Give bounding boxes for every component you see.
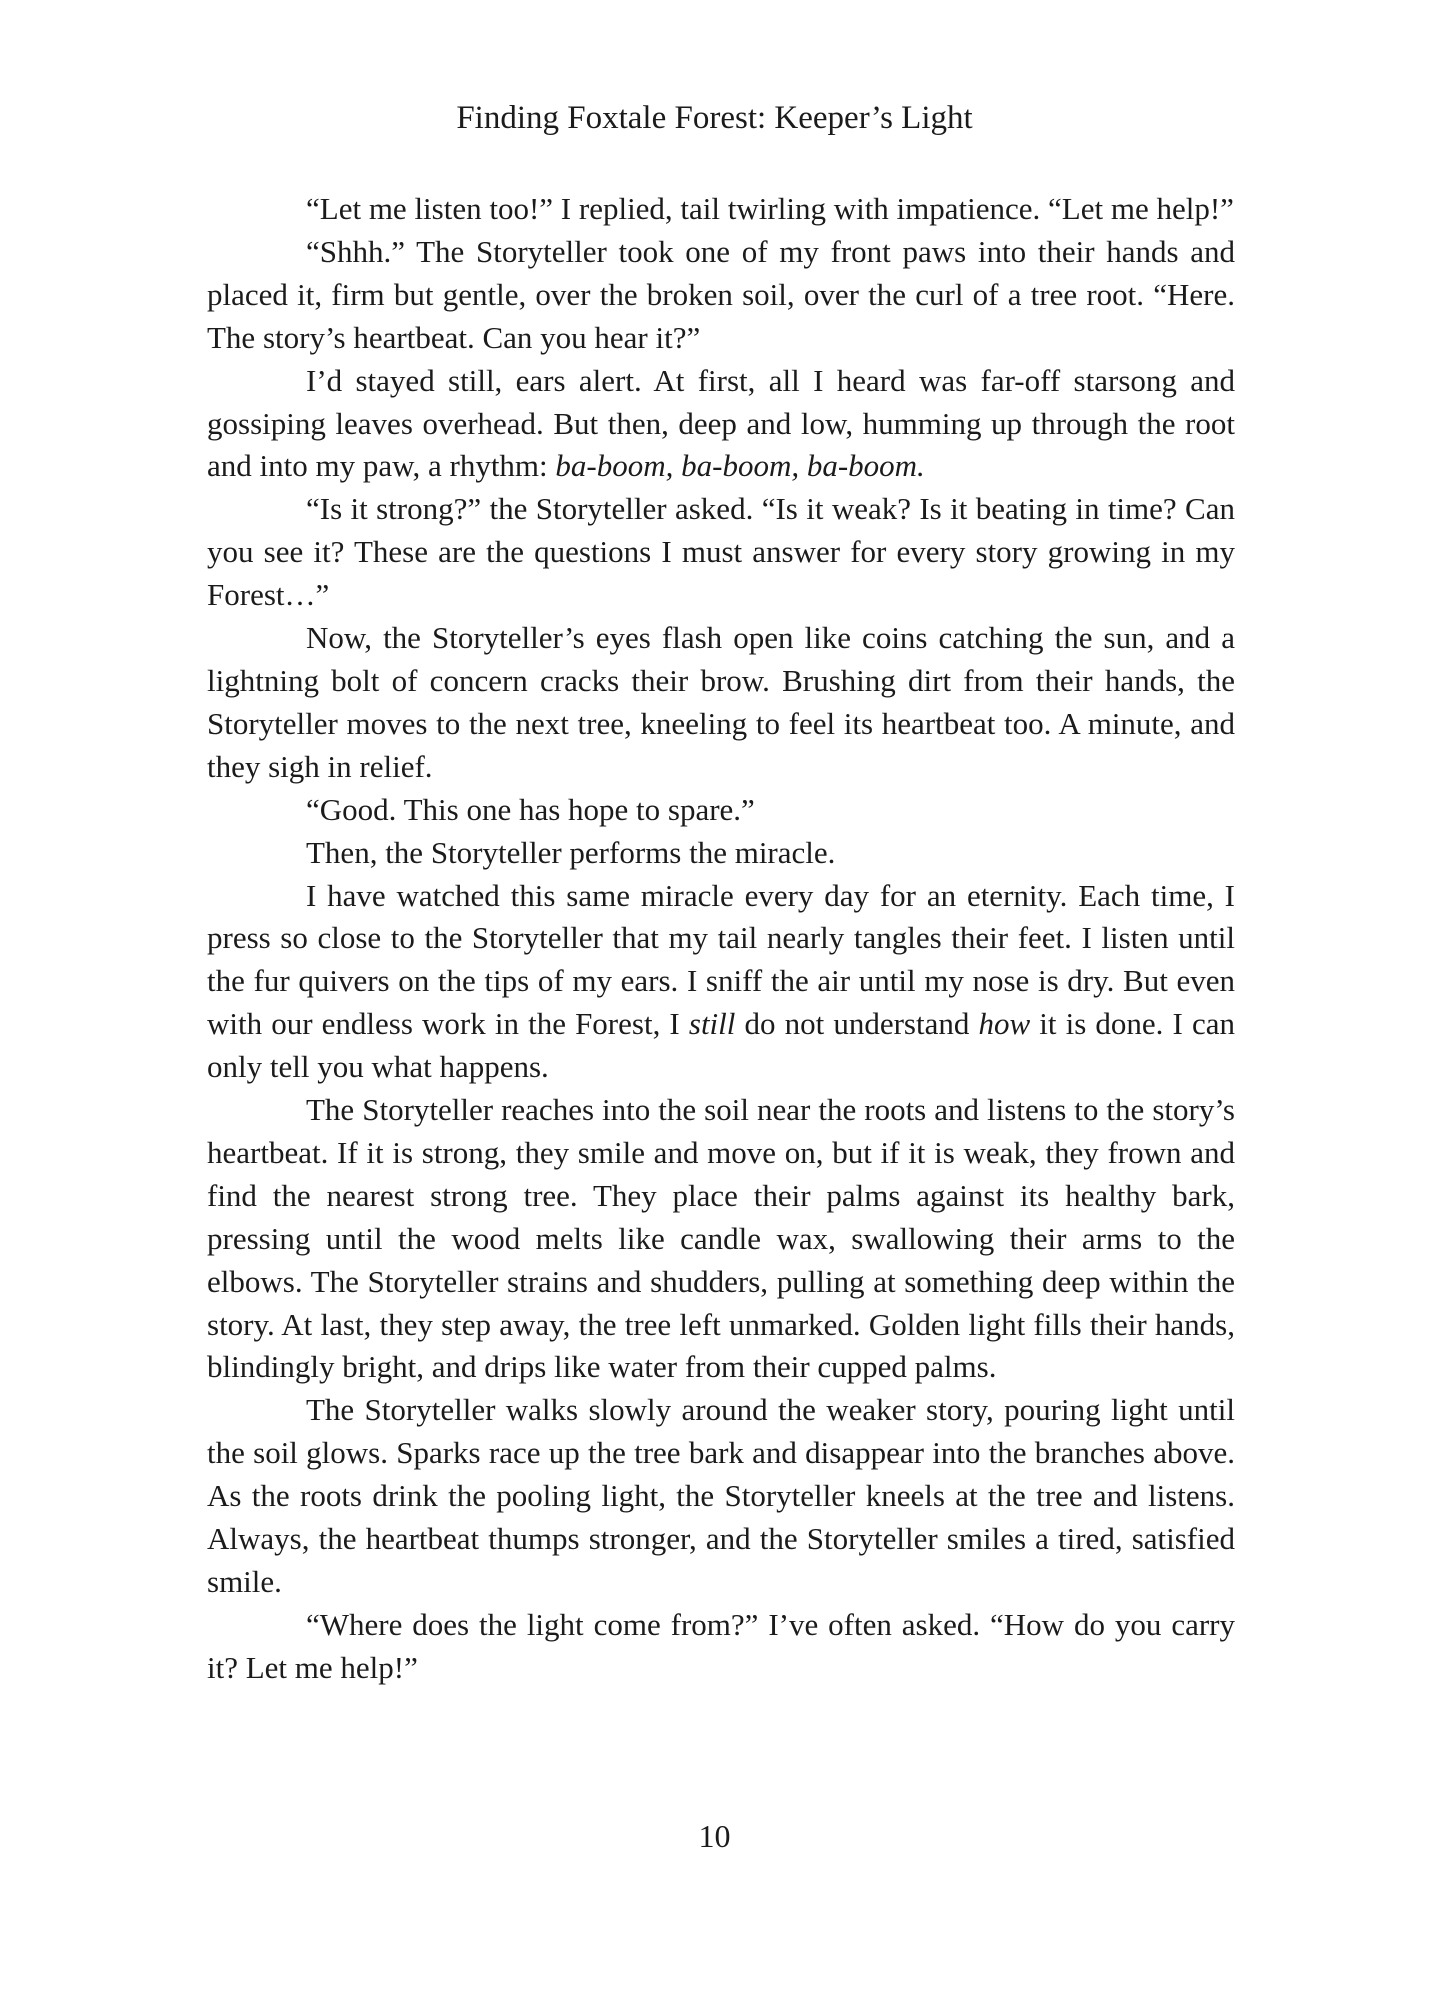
text-run: Now, the Storyteller’s eyes flash open like coins catching the sun, and a lightning bolt of concern cracks their brow. Brushing dirt from their hands, the Storyteller moves to the next tree, kneeling to feel its heartbeat too. A minute, and they sigh in relief. — [207, 620, 1235, 784]
running-header: Finding Foxtale Forest: Keeper’s Light — [456, 100, 973, 136]
paragraph — [207, 231, 1235, 360]
text-run: I have watched this same miracle every day for an eternity. Each time, I press so close to the Storyteller that my tail nearly tangles their feet. I listen until the fur quivers on the tips of my ears. I sniff the air until my nose is dry. But even with our endless work in the Forest, I — [207, 877, 1235, 1042]
text-run: “Shhh.” The Storyteller took one of my front paws into their hands and placed it, firm but gentle, over the broken soil, over the curl of a tree root. “Here. The story’s heartbeat. Can you hear it?” — [207, 233, 1235, 355]
paragraph — [207, 488, 1235, 617]
body-text — [207, 188, 1235, 1690]
text-run: The Storyteller walks slowly around the weaker story, pouring light until the soil glows. Sparks race up the tree bark and disappear into the branches above. As the roots drink the pooling light, the Storyteller kneels at the tree and listens. Always, the heartbeat thumps stronger, and the Storyteller smiles a tired, satisfied smile. — [207, 1392, 1235, 1599]
italic-run: still — [688, 1006, 736, 1042]
paragraph — [207, 875, 1235, 1090]
text-run: “Let me listen too!” I replied, tail twirling with impatience. “Let me help!” — [306, 191, 1234, 226]
text-run: it is done. I can only tell you what happens. — [207, 1006, 1235, 1085]
text-run: “Good. This one has hope to spare.” — [306, 791, 755, 827]
paragraph — [207, 789, 1235, 832]
page-number: 10 — [698, 1818, 731, 1854]
paragraph — [207, 1604, 1235, 1690]
text-run: “Is it strong?” the Storyteller asked. “Is it weak? Is it beating in time? Can you see it? These are the questions I must answer for every story growing in my Forest…” — [207, 491, 1235, 613]
paragraph — [207, 1389, 1235, 1604]
italic-run: how — [978, 1006, 1031, 1042]
text-run: I’d stayed still, ears alert. At first, all I heard was far-off starsong and gossiping leaves overhead. But then, deep and low, humming up through the root and into my paw, a rhythm: — [207, 362, 1235, 484]
text-run: do not understand — [735, 1006, 979, 1042]
text-run: The Storyteller reaches into the soil near the roots and listens to the story’s heartbeat. If it is strong, they smile and move on, but if it is weak, they frown and find the nearest strong tree. They place their palms against its healthy bark, pressing until the wood melts like candle wax, swallowing their arms to the elbows. The Storyteller strains and shudders, pulling at something deep within the story. At last, they step away, the tree left unmarked. Golden light fills their hands, blindingly bright, and drips like water from their cupped palms. — [207, 1092, 1235, 1385]
paragraph — [207, 1089, 1235, 1389]
text-run: Then, the Storyteller performs the miracle. — [306, 834, 836, 870]
paragraph — [207, 832, 1235, 875]
paragraph — [207, 360, 1235, 489]
paragraph — [207, 188, 1235, 231]
text-run: “Where does the light come from?” I’ve often asked. “How do you carry it? Let me help!” — [207, 1606, 1235, 1685]
italic-run: ba-boom, ba-boom, ba-boom. — [555, 448, 925, 484]
paragraph — [207, 617, 1235, 789]
